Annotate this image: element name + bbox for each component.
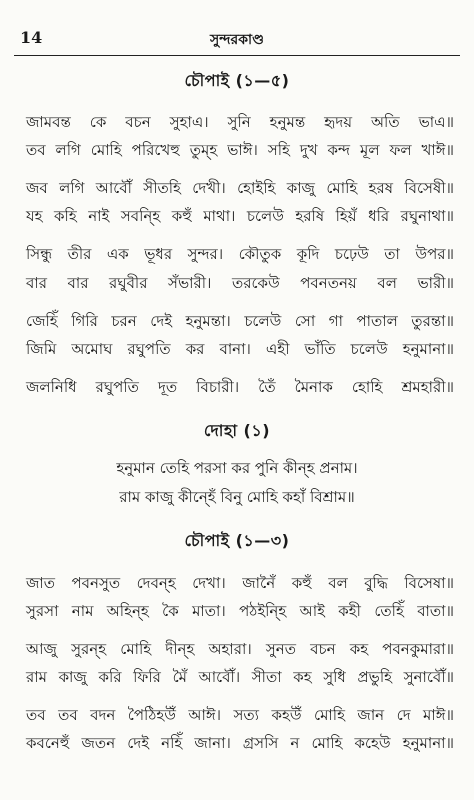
doha-line: হনুমান তেহি পরসা কর পুনি কীন্হ প্রনাম। [116,459,358,477]
page-header [0,26,474,54]
verse-line: রাম কাজু করি ফিরি মৈঁ আবৌঁ। সীতা কহ সুধি প্রভুহি সুনাবৌঁ॥ [26,668,454,686]
doha-line: রাম কাজু কীন্হেঁ বিনু মোহি কহাঁ বিশ্রাম॥ [119,488,355,506]
verse-line: বার বার রঘুবীর সঁভারী। তরকেউ পবনতনয় বল ভারী॥ [26,274,454,292]
header-rule [14,55,460,56]
verse-line: জামবন্ত কে বচন সুহাএ। সুনি হনুমন্ত হৃদয় অতি ভাএ॥ [26,113,454,131]
verse-line: আজু সুরন্হ মোহি দীন্হ অহারা। সুনত বচন কহ পবনকুমারা॥ [26,640,454,658]
section-heading-chaupai-2: চৌপাই (১—৩) [184,531,290,550]
verse-line: তব লগি মোহি পরিখেহু তুম্হ ভাঈ। সহি দুখ কন্দ মূল ফল খাঈ॥ [26,141,454,159]
running-title: সুন্দরকাণ্ড [210,32,264,48]
verse-line: জাত পবনসুত দেবন্হ দেখা। জানৈঁ কহুঁ বল বুদ্ধি বিসেষা॥ [26,574,454,592]
verse-line: জব লগি আবৌঁ সীতহি দেখী। হোইহি কাজু মোহি হরষ বিসেষী॥ [26,179,454,197]
page-number: 14 [20,28,43,47]
section-heading-chaupai-1: চৌপাই (১—৫) [184,71,290,90]
verse-line: জেহিঁ গিরি চরন দেই হনুমন্তা। চলেউ সো গা পাতাল তুরন্তা॥ [26,312,454,330]
section-heading-doha: দোহা (১) [203,421,271,440]
verse-line: যহ কহি নাই সবন্হি কহুঁ মাথা। চলেউ হরষি হিয়ঁ ধরি রঘুনাথা॥ [26,207,454,225]
verse-line: সিন্ধু তীর এক ভূধর সুন্দর। কৌতুক কূদি চঢ়েউ তা উপর॥ [26,245,454,263]
verse-line: জলনিধি রঘুপতি দূত বিচারী। তৈঁ মৈনাক হোহি শ্রমহারী॥ [26,378,454,396]
verse-line: তব তব বদন পৈঠিহউঁ আঈ। সত্য কহউঁ মোহি জান দে মাঈ॥ [26,706,454,724]
verse-line: জিমি অমোঘ রঘুপতি কর বানা। এহী ভাঁতি চলেউ হনুমানা॥ [26,340,454,358]
verse-line: সুরসা নাম অহিন্হ কৈ মাতা। পঠইন্হি আই কহী তেহিঁ বাতা॥ [26,602,454,620]
verse-line: কবনেহুঁ জতন দেই নহিঁ জানা। গ্রসসি ন মোহি কহেউ হনুমানা॥ [26,734,454,752]
